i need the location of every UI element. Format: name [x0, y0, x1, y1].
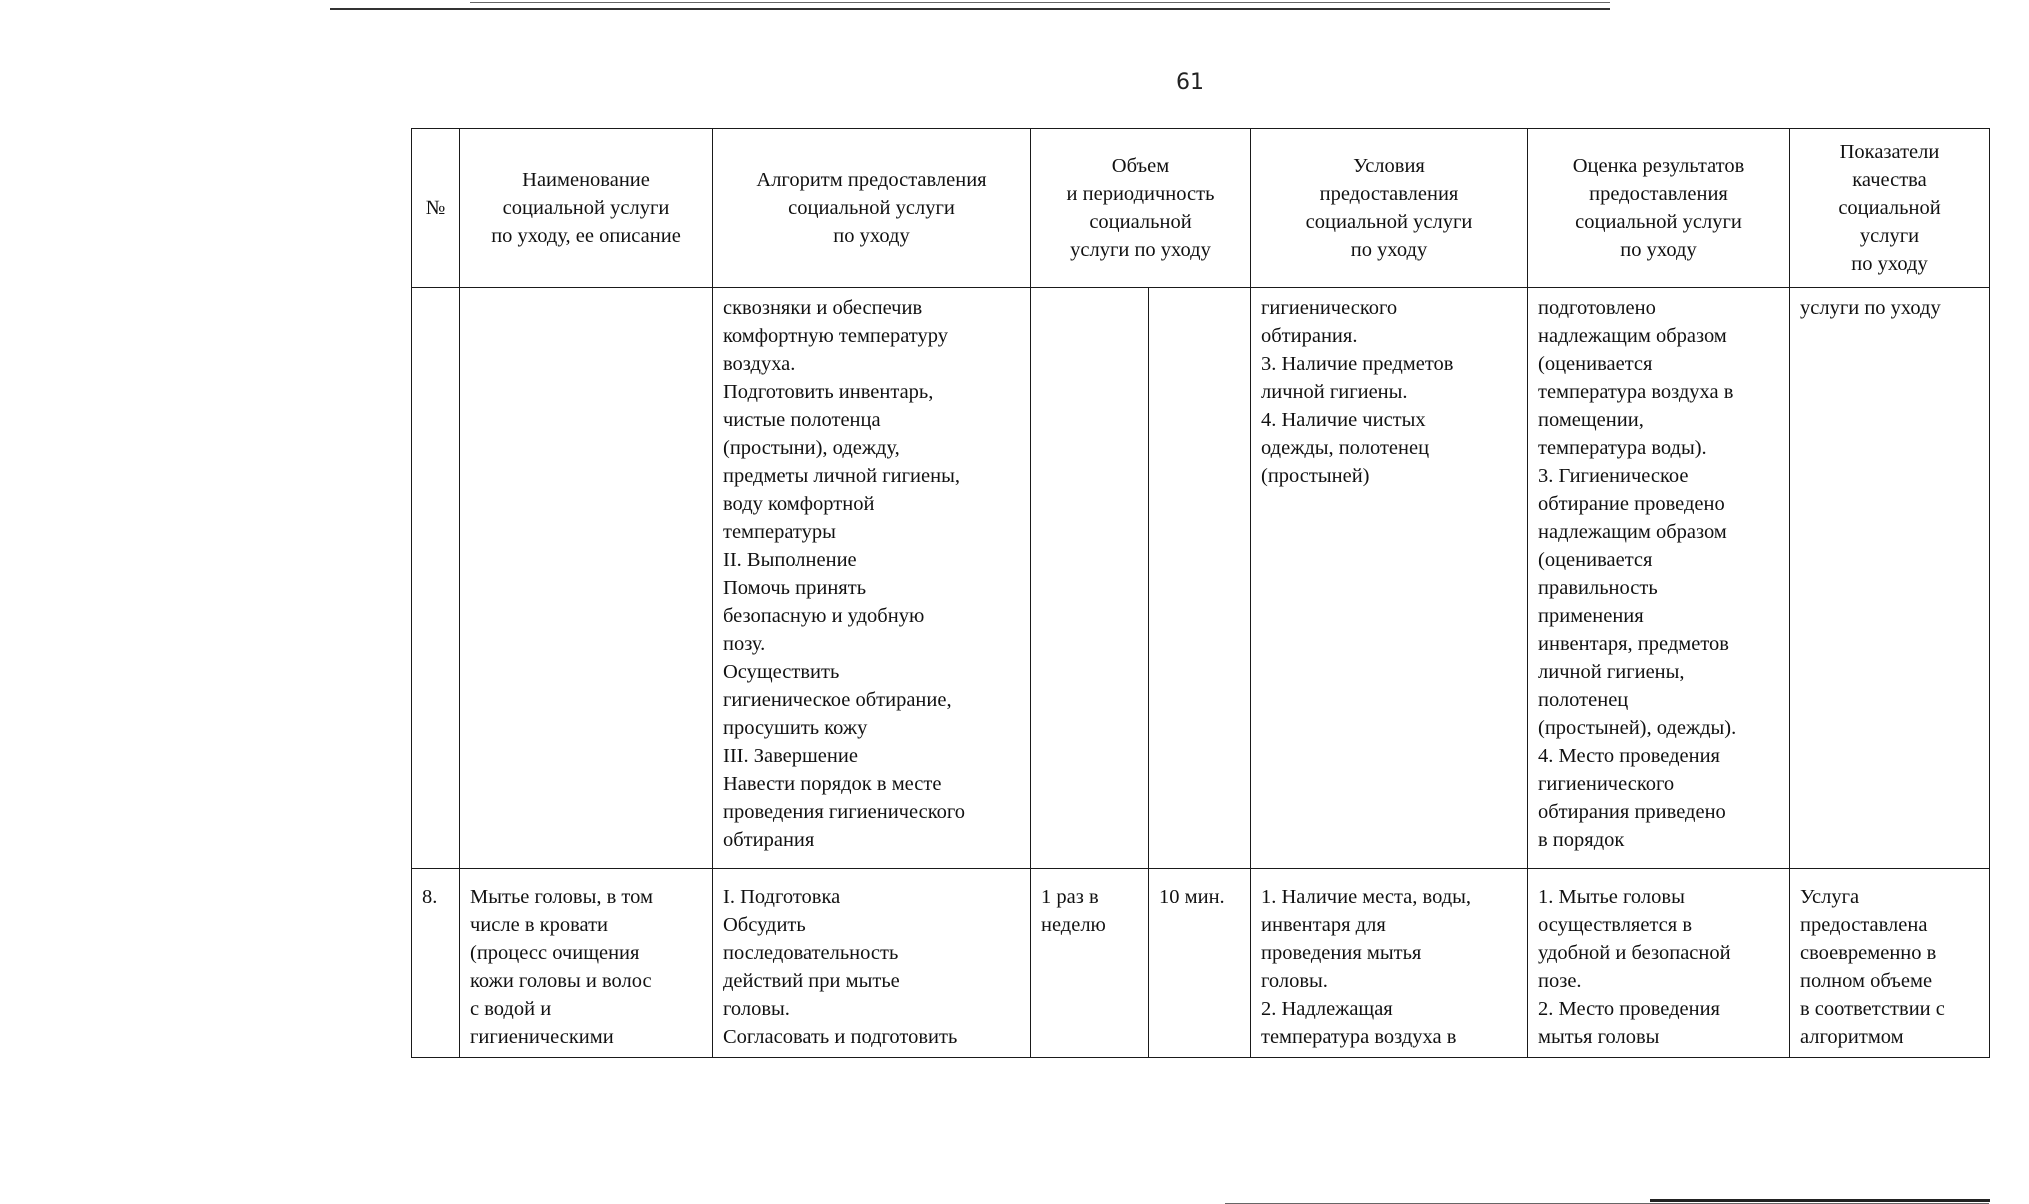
cell-frequency: 1 раз в неделю: [1031, 869, 1149, 1058]
header-number: №: [412, 129, 460, 288]
scan-top-line-2: [470, 2, 1610, 3]
cell-conditions: 1. Наличие места, воды, инвентаря для проведения мытья головы. 2. Надлежащая температура воздуха в: [1251, 869, 1528, 1058]
cell-algorithm: сквозняки и обеспечив комфортную температуру воздуха. Подготовить инвентарь, чистые полотенца (простыни), одежду, предметы личной гигиены, воду комфортной температуры II. Выполнение Помочь принять безопасную и удобную позу. Осуществить гигиеническое обтирание, просушить кожу III. Завершение Навести порядок в месте проведения гигиенического обтирания: [713, 288, 1031, 869]
cell-service-name: [460, 288, 713, 869]
header-conditions: Условия предоставления социальной услуги по уходу: [1251, 129, 1528, 288]
cell-quality: услуги по уходу: [1790, 288, 1990, 869]
header-algorithm: Алгоритм предоставления социальной услуги по уходу: [713, 129, 1031, 288]
cell-number: 8.: [412, 869, 460, 1058]
table-row-continuation: [412, 288, 1990, 869]
header-evaluation: Оценка результатов предоставления социальной услуги по уходу: [1528, 129, 1790, 288]
scan-bottom-line-2: [1650, 1199, 1990, 1202]
table-row-8: [412, 869, 1990, 1058]
cell-duration: 10 мин.: [1149, 869, 1251, 1058]
cell-service-name: Мытье головы, в том числе в кровати (процесс очищения кожи головы и волос с водой и гигиеническими: [460, 869, 713, 1058]
cell-quality: Услуга предоставлена своевременно в полном объеме в соответствии с алгоритмом: [1790, 869, 1990, 1058]
cell-algorithm: I. Подготовка Обсудить последовательность действий при мытье головы. Согласовать и подготовить: [713, 869, 1031, 1058]
scan-top-line-1: [330, 8, 1610, 10]
cell-conditions: гигиенического обтирания. 3. Наличие предметов личной гигиены. 4. Наличие чистых одежды, полотенец (простыней): [1251, 288, 1528, 869]
header-service-name: Наименование социальной услуги по уходу, ее описание: [460, 129, 713, 288]
cell-evaluation: подготовлено надлежащим образом (оценивается температура воздуха в помещении, температура воды). 3. Гигиеническое обтирание проведено надлежащим образом (оценивается правильность применения инвентаря, предметов личной гигиены, полотенец (простыней), одежды). 4. Место проведения гигиенического обтирания приведено в порядок: [1528, 288, 1790, 869]
header-volume-frequency: Объем и периодичность социальной услуги по уходу: [1031, 129, 1251, 288]
page-number: 61: [1176, 70, 1204, 95]
social-service-table: [411, 128, 1990, 1058]
header-quality-indicators: Показатели качества социальной услуги по уходу: [1790, 129, 1990, 288]
cell-evaluation: 1. Мытье головы осуществляется в удобной и безопасной позе. 2. Место проведения мытья головы: [1528, 869, 1790, 1058]
table-header-row: [412, 129, 1990, 288]
cell-frequency: [1031, 288, 1149, 869]
cell-duration: [1149, 288, 1251, 869]
cell-number: [412, 288, 460, 869]
